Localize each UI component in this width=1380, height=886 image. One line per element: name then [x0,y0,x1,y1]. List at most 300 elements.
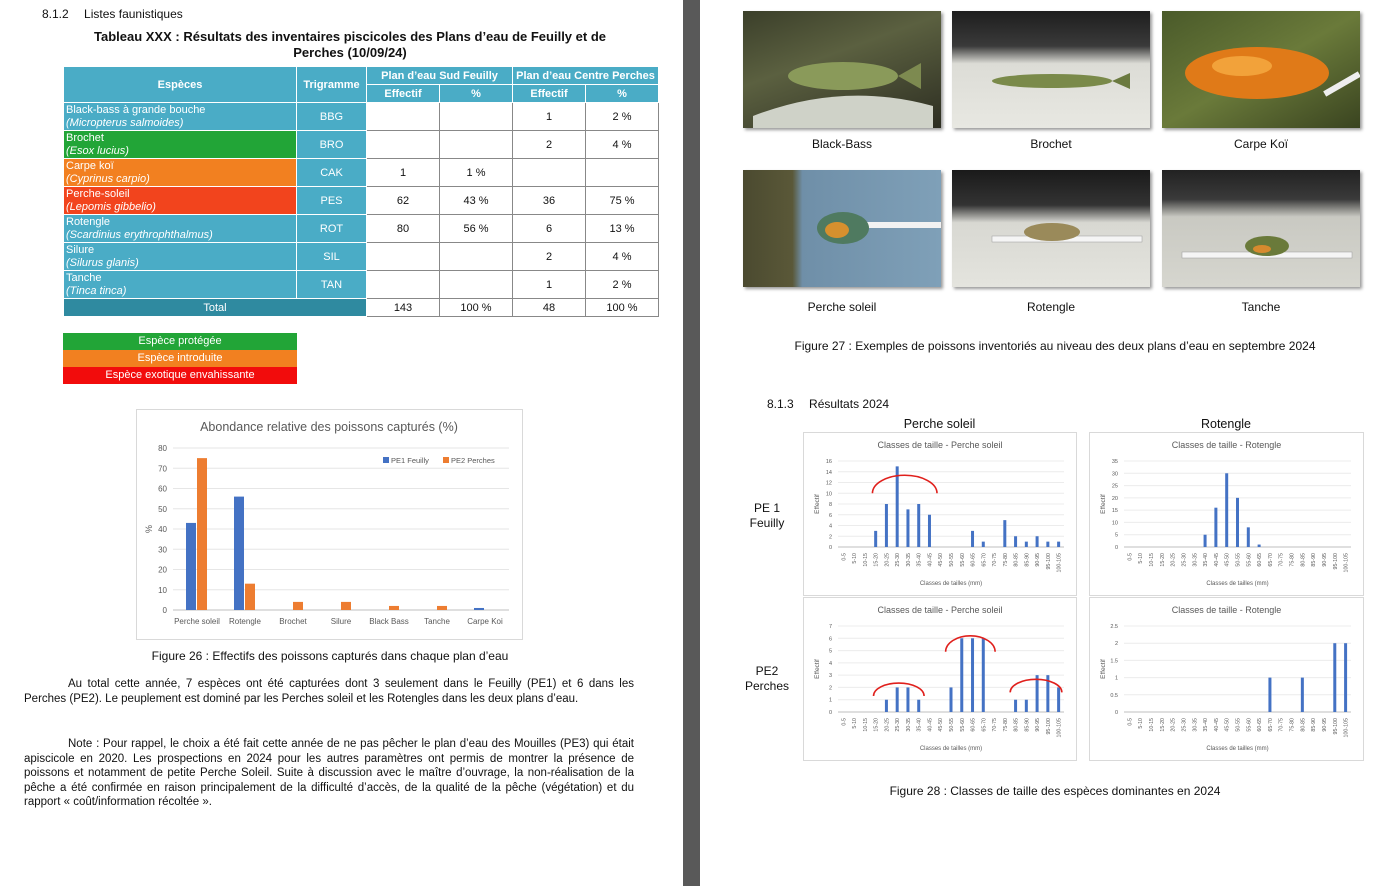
value-cell-e2: 6 [513,215,586,243]
x-tick-label: 70-75 [1278,553,1285,567]
x-tick-label: 50-55 [949,718,955,732]
species-latin: (Lepomis gibbelio) [66,200,156,213]
y-tick-label: 6 [828,636,832,643]
table-total-row [64,299,659,317]
x-tick-label: 70-75 [992,553,999,567]
x-tick-label: 10-15 [862,718,869,732]
bar-pe2-perches [197,458,207,610]
total-p1: 100 % [440,299,513,317]
bar [1046,542,1049,547]
x-tick-label: 15-20 [1159,718,1166,732]
bar [1014,536,1017,547]
value-cell-p1 [440,103,513,131]
x-tick-label: 60-65 [970,553,977,567]
trigram-cell: ROT [297,215,367,243]
section-number: 8.1.2 [42,7,69,21]
x-tick-label: 25-30 [1181,553,1188,567]
species-latin: (Cyprinus carpio) [66,172,150,185]
inventory-table [63,66,659,317]
x-tick-label: 75-80 [1289,553,1296,567]
y-tick-label: 4 [828,660,832,667]
x-axis-label: Classes de tailles (mm) [919,581,983,587]
bar [928,515,931,547]
value-cell-p1 [440,271,513,299]
x-tick-label: 30-35 [905,718,912,732]
value-cell-p1 [440,243,513,271]
y-tick-label: 2.5 [1110,624,1118,630]
figure27-caption: Figure 27 : Exemples de poissons inventoriés au niveau des deux plans d’eau en septembre 2024 [794,339,1316,353]
photo-label-rotengle: Rotengle [1026,300,1076,314]
photo-carpe-koi [1162,11,1360,128]
table-title-line1: Tableau XXX : Résultats des inventaires piscicoles des Plans d’eau de Feuilly et de [93,29,606,44]
highlight-arc [874,683,925,696]
species-name: Carpe koï [66,159,114,172]
bar [874,531,877,547]
legend-swatch [443,457,449,463]
photo-black-bass [743,11,941,128]
total-e2: 48 [513,299,586,317]
value-cell-p1: 43 % [440,187,513,215]
paragraph-summary: Au total cette année, 7 espèces ont été capturées dont 3 seulement dans le Feuilly (PE1) et 6 dans les Perches (PE2). Le peuplement est dominé par les Perches soleil et les Rotengles dans les deux plans d’eau. [24,678,634,705]
x-tick-label: 70-75 [1278,718,1285,732]
value-cell-p2: 4 % [586,131,659,159]
x-tick-label: 55-60 [1246,718,1253,732]
y-tick-label: 1 [828,697,832,704]
column-header-perche: Perche soleil [903,417,976,431]
photo-label-perche-soleil: Perche soleil [807,300,877,314]
bar [1036,536,1039,547]
x-axis-label: Classes de tailles (mm) [1206,581,1269,587]
y-tick-label: 7 [828,624,832,630]
bar [1247,527,1250,547]
chart-title: Classes de taille - Perche soleil [877,440,1003,450]
species-cell [64,271,297,299]
x-tick-label: 75-80 [1002,718,1009,732]
x-tick-label: 100-105 [1056,553,1063,573]
bar [960,638,963,712]
header-pe2: Plan d’eau Centre Perches [513,67,659,85]
bar [982,638,985,712]
x-tick-label: 80-85 [1013,553,1020,567]
figure26-caption: Figure 26 : Effectifs des poissons capturés dans chaque plan d’eau [151,649,509,663]
bar [1268,678,1271,712]
x-tick-label: 65-70 [1267,718,1274,732]
bar-pe1-feuilly [474,608,484,610]
species-cell [64,131,297,159]
legend-label: PE1 Feuilly [391,456,429,465]
size-chart-pe1-perche-svg [804,433,1076,595]
legend-item: Espèce introduite [63,350,297,367]
x-tick-label: 5-10 [852,553,859,564]
black-bass-illustration [743,11,941,128]
value-cell-e1 [367,131,440,159]
bar [1014,700,1017,712]
x-tick-label: 35-40 [1203,718,1210,732]
x-tick-label: 65-70 [981,553,988,567]
chart-title: Classes de taille - Perche soleil [877,605,1003,615]
y-tick-label: 2 [828,534,832,541]
bar [1204,535,1207,547]
section-title-813: Résultats 2024 [809,397,890,411]
x-tick-label: 5-10 [852,718,859,729]
row-label-pe1-line2: Feuilly [749,516,785,530]
y-tick-label: 0.5 [1110,692,1118,699]
photo-rotengle [952,170,1150,287]
x-tick-label: 15-20 [873,553,880,567]
value-cell-e2: 2 [513,131,586,159]
photo-perche-soleil [743,170,941,287]
tanche-illustration [1162,170,1360,287]
table-row [64,215,659,243]
value-cell-p2: 2 % [586,103,659,131]
size-chart-pe2-rotengle [1089,597,1364,761]
y-tick-label: 10 [158,585,167,595]
y-tick-label: 6 [828,512,832,519]
x-tick-label: 35-40 [1203,553,1210,567]
abundance-chart [136,409,523,640]
x-tick-label: 60-65 [970,718,977,732]
bar [1214,508,1217,547]
size-chart-pe1-perche [803,432,1077,596]
trigram-cell: SIL [297,243,367,271]
section-title: Listes faunistiques [84,7,183,21]
bar [1344,643,1347,712]
bar [1236,498,1239,547]
figure28-caption: Figure 28 : Classes de taille des espèces dominantes en 2024 [889,784,1221,798]
header-species: Espèces [64,67,297,103]
value-cell-e1 [367,243,440,271]
x-tick-label: 95-100 [1045,718,1052,735]
header-pe1: Plan d’eau Sud Feuilly [367,67,513,85]
y-tick-label: 1.5 [1110,658,1118,665]
x-tick-label: 0-5 [1127,553,1134,561]
x-tick-label: 50-55 [1235,718,1242,732]
bar [1301,678,1304,712]
bar [1333,643,1336,712]
trigram-cell: TAN [297,271,367,299]
x-tick-label: 5-10 [1138,718,1145,729]
bar [917,700,920,712]
photo-label-black-bass: Black-Bass [811,137,873,151]
header-eff-pe2: Effectif [513,85,586,103]
x-tick-label: 55-60 [959,553,966,567]
x-tick-label: 0-5 [841,553,848,561]
chart-title: Classes de taille - Rotengle [1171,605,1282,615]
y-tick-label: 12 [825,480,832,487]
species-name: Tanche [66,271,102,284]
abundance-chart-svg [137,410,522,639]
legend-item: Espèce protégée [63,333,297,350]
section-number-813: 8.1.3 [767,397,794,411]
x-tick-label: 50-55 [1235,553,1242,567]
x-tick-label: 50-55 [949,553,955,567]
header-pct-pe1: % [440,85,513,103]
y-tick-label: 10 [825,491,832,498]
value-cell-p2: 4 % [586,243,659,271]
y-axis-label: Effectif [1100,659,1107,679]
value-cell-e1: 1 [367,159,440,187]
x-tick-label: 85-90 [1024,553,1031,567]
x-tick-label: 95-100 [1045,553,1052,570]
species-latin: (Esox lucius) [66,144,129,157]
column-header-rotengle: Rotengle [1200,417,1252,431]
x-tick-label: 35-40 [916,718,923,732]
y-tick-label: 35 [1111,459,1118,465]
bar [971,531,974,547]
x-tick-label: 30-35 [1192,718,1199,732]
value-cell-e1: 80 [367,215,440,243]
x-tick-label: 0-5 [1127,718,1134,726]
photo-tanche [1162,170,1360,287]
x-tick-label: 20-25 [1170,718,1177,732]
bar [971,638,974,712]
bar [917,504,920,547]
x-tick-label: Carpe Koi [467,617,503,626]
status-legend [63,333,297,384]
table-row [64,159,659,187]
bar [1036,675,1039,712]
y-axis-label: % [144,524,154,534]
x-tick-label: 80-85 [1013,718,1020,732]
total-label: Total [64,299,367,317]
value-cell-p1: 56 % [440,215,513,243]
x-tick-label: 65-70 [1267,553,1274,567]
y-tick-label: 30 [1111,471,1118,478]
y-tick-label: 0 [828,545,832,551]
row-label-pe2-line2: Perches [744,679,790,693]
x-tick-label: 55-60 [1246,553,1253,567]
trigram-cell: PES [297,187,367,215]
species-cell [64,103,297,131]
x-tick-label: 20-25 [884,553,891,567]
x-tick-label: Black Bass [369,617,409,626]
x-tick-label: 85-90 [1311,718,1318,732]
trigram-cell: BRO [297,131,367,159]
photo-label-carpe-koi: Carpe Koï [1233,137,1289,151]
table-row [64,131,659,159]
chart-title: Classes de taille - Rotengle [1171,440,1282,450]
section-heading-812 [42,7,183,21]
x-tick-label: 65-70 [981,718,988,732]
x-tick-label: 10-15 [1149,553,1156,567]
x-tick-label: 60-65 [1257,718,1264,732]
y-tick-label: 50 [158,504,167,514]
header-pct-pe2: % [586,85,659,103]
x-tick-label: 95-100 [1332,718,1339,735]
x-tick-label: Perche soleil [174,617,220,626]
x-tick-label: 40-45 [927,553,934,567]
x-tick-label: Brochet [279,617,307,626]
x-tick-label: 20-25 [884,718,891,732]
species-cell [64,159,297,187]
y-tick-label: 1 [1114,675,1118,682]
legend-swatch [383,457,389,463]
row-label-pe1-line1: PE 1 [753,501,780,515]
x-tick-label: 15-20 [873,718,880,732]
highlight-arc [872,475,937,493]
size-chart-pe1-rotengle [1089,432,1364,596]
species-name: Rotengle [66,215,111,228]
value-cell-p2: 75 % [586,187,659,215]
y-tick-label: 0 [1114,545,1118,551]
y-tick-label: 20 [158,565,167,575]
x-tick-label: 30-35 [905,553,912,567]
x-tick-label: 55-60 [959,718,966,732]
table-row [64,103,659,131]
x-tick-label: 30-35 [1192,553,1199,567]
table-row [64,187,659,215]
y-axis-label: Effectif [1100,494,1107,514]
trigram-cell: CAK [297,159,367,187]
value-cell-e2: 1 [513,271,586,299]
x-tick-label: 90-95 [1321,553,1328,567]
row-label-pe2-line1: PE2 [755,664,779,678]
bar [896,466,899,547]
bar-pe1-feuilly [234,497,244,610]
y-axis-label: Effectif [814,659,821,679]
bar [1258,545,1261,547]
x-tick-label: 95-100 [1332,553,1339,570]
brochet-illustration [952,11,1150,128]
x-axis-label: Classes de tailles (mm) [1206,746,1269,752]
x-tick-label: 10-15 [862,553,869,567]
x-tick-label: 15-20 [1159,553,1166,567]
header-trigram: Trigramme [297,67,367,103]
bar [885,700,888,712]
value-cell-p1 [440,131,513,159]
x-tick-label: 75-80 [1289,718,1296,732]
x-tick-label: 85-90 [1024,718,1031,732]
bar [906,509,909,547]
section-heading-813 [767,397,889,411]
row-label-pe2 [736,664,798,694]
x-tick-label: 100-105 [1343,553,1350,573]
rotengle-illustration [952,170,1150,287]
species-name: Brochet [66,131,104,144]
x-tick-label: Silure [330,617,352,626]
x-tick-label: 45-50 [938,718,945,732]
y-tick-label: 2 [828,685,832,692]
y-tick-label: 5 [828,648,832,655]
value-cell-e2: 1 [513,103,586,131]
bar [885,504,888,547]
species-cell [64,187,297,215]
x-tick-label: 25-30 [1181,718,1188,732]
bar-pe2-perches [245,584,255,610]
species-name: Perche-soleil [66,187,130,200]
x-tick-label: 70-75 [992,718,999,732]
right-page [700,0,1380,886]
x-tick-label: 25-30 [895,718,902,732]
x-axis-label: Classes de tailles (mm) [919,746,983,752]
bar-pe1-feuilly [186,523,196,610]
bar-pe2-perches [389,606,399,610]
species-latin: (Scardinius erythrophthalmus) [66,228,213,241]
page-gutter [683,0,700,886]
table-row [64,243,659,271]
value-cell-p2: 13 % [586,215,659,243]
value-cell-e1 [367,103,440,131]
x-tick-label: 90-95 [1035,553,1042,567]
bar [950,687,953,712]
y-tick-label: 3 [828,673,832,680]
x-tick-label: 80-85 [1300,553,1307,567]
size-chart-pe2-rotengle-svg [1090,598,1363,760]
species-latin: (Tinca tinca) [66,284,127,297]
species-latin: (Silurus glanis) [66,256,139,269]
species-cell [64,215,297,243]
x-tick-label: 100-105 [1343,718,1350,738]
x-tick-label: 80-85 [1300,718,1307,732]
table-title [70,29,630,61]
x-tick-label: 25-30 [895,553,902,567]
chart-title: Abondance relative des poissons capturés (%) [200,420,458,434]
bar [982,542,985,547]
value-cell-e2: 36 [513,187,586,215]
bar [1057,542,1060,547]
x-tick-label: 20-25 [1170,553,1177,567]
value-cell-e1: 62 [367,187,440,215]
y-tick-label: 15 [1111,508,1118,515]
y-tick-label: 70 [158,464,167,474]
x-tick-label: 45-50 [1224,718,1231,732]
paragraph-note: Note : Pour rappel, le choix a été fait cette année de ne pas pêcher le plan d’eau des Mouilles (PE3) qui était apiscicole en 2020. Les prospections en 2024 pour les autres paramètres ont permis de montrer la présence de poissons et notamment de petite Perche Soleil. Suite à discussion avec le maître d’ouvrage, la non-réalisation de la pêche a été confirmée en raison principalement de la difficulté d’accès, de la qualité de la pêche (végétation) et du rapport « coût/information récoltée ». [24,738,634,808]
bar [906,687,909,712]
table-title-line2: Perches (10/09/24) [293,45,407,60]
perche-soleil-illustration [743,170,941,287]
size-chart-pe2-perche [803,597,1077,761]
y-tick-label: 0 [828,710,832,716]
y-tick-label: 60 [158,484,167,494]
species-cell [64,243,297,271]
bar [1025,542,1028,547]
y-tick-label: 2 [1114,641,1118,648]
y-tick-label: 5 [1114,532,1118,539]
species-name: Silure [66,243,95,256]
y-tick-label: 4 [828,523,832,530]
y-axis-label: Effectif [814,494,821,514]
table-row [64,271,659,299]
species-name: Black-bass à grande bouche [66,103,206,116]
y-tick-label: 0 [162,606,167,615]
bar-pe2-perches [341,602,351,610]
bar [1025,700,1028,712]
y-tick-label: 80 [158,444,167,453]
size-chart-pe2-perche-svg [804,598,1076,760]
x-tick-label: 45-50 [1224,553,1231,567]
x-tick-label: Rotengle [228,617,262,626]
table-body [64,103,659,299]
bar [1225,473,1228,547]
value-cell-p1: 1 % [440,159,513,187]
row-label-pe1 [736,501,798,531]
y-tick-label: 0 [1114,710,1118,716]
species-latin: (Micropterus salmoides) [66,116,184,129]
trigram-cell: BBG [297,103,367,131]
x-tick-label: 35-40 [916,553,923,567]
x-tick-label: 5-10 [1138,553,1145,564]
photo-brochet [952,11,1150,128]
x-tick-label: 90-95 [1321,718,1328,732]
y-tick-label: 10 [1111,520,1118,527]
total-e1: 143 [367,299,440,317]
left-page [0,0,683,886]
x-tick-label: 40-45 [927,718,934,732]
x-tick-label: 85-90 [1311,553,1318,567]
value-cell-e1 [367,271,440,299]
x-tick-label: 40-45 [1213,718,1220,732]
bar-pe2-perches [293,602,303,610]
